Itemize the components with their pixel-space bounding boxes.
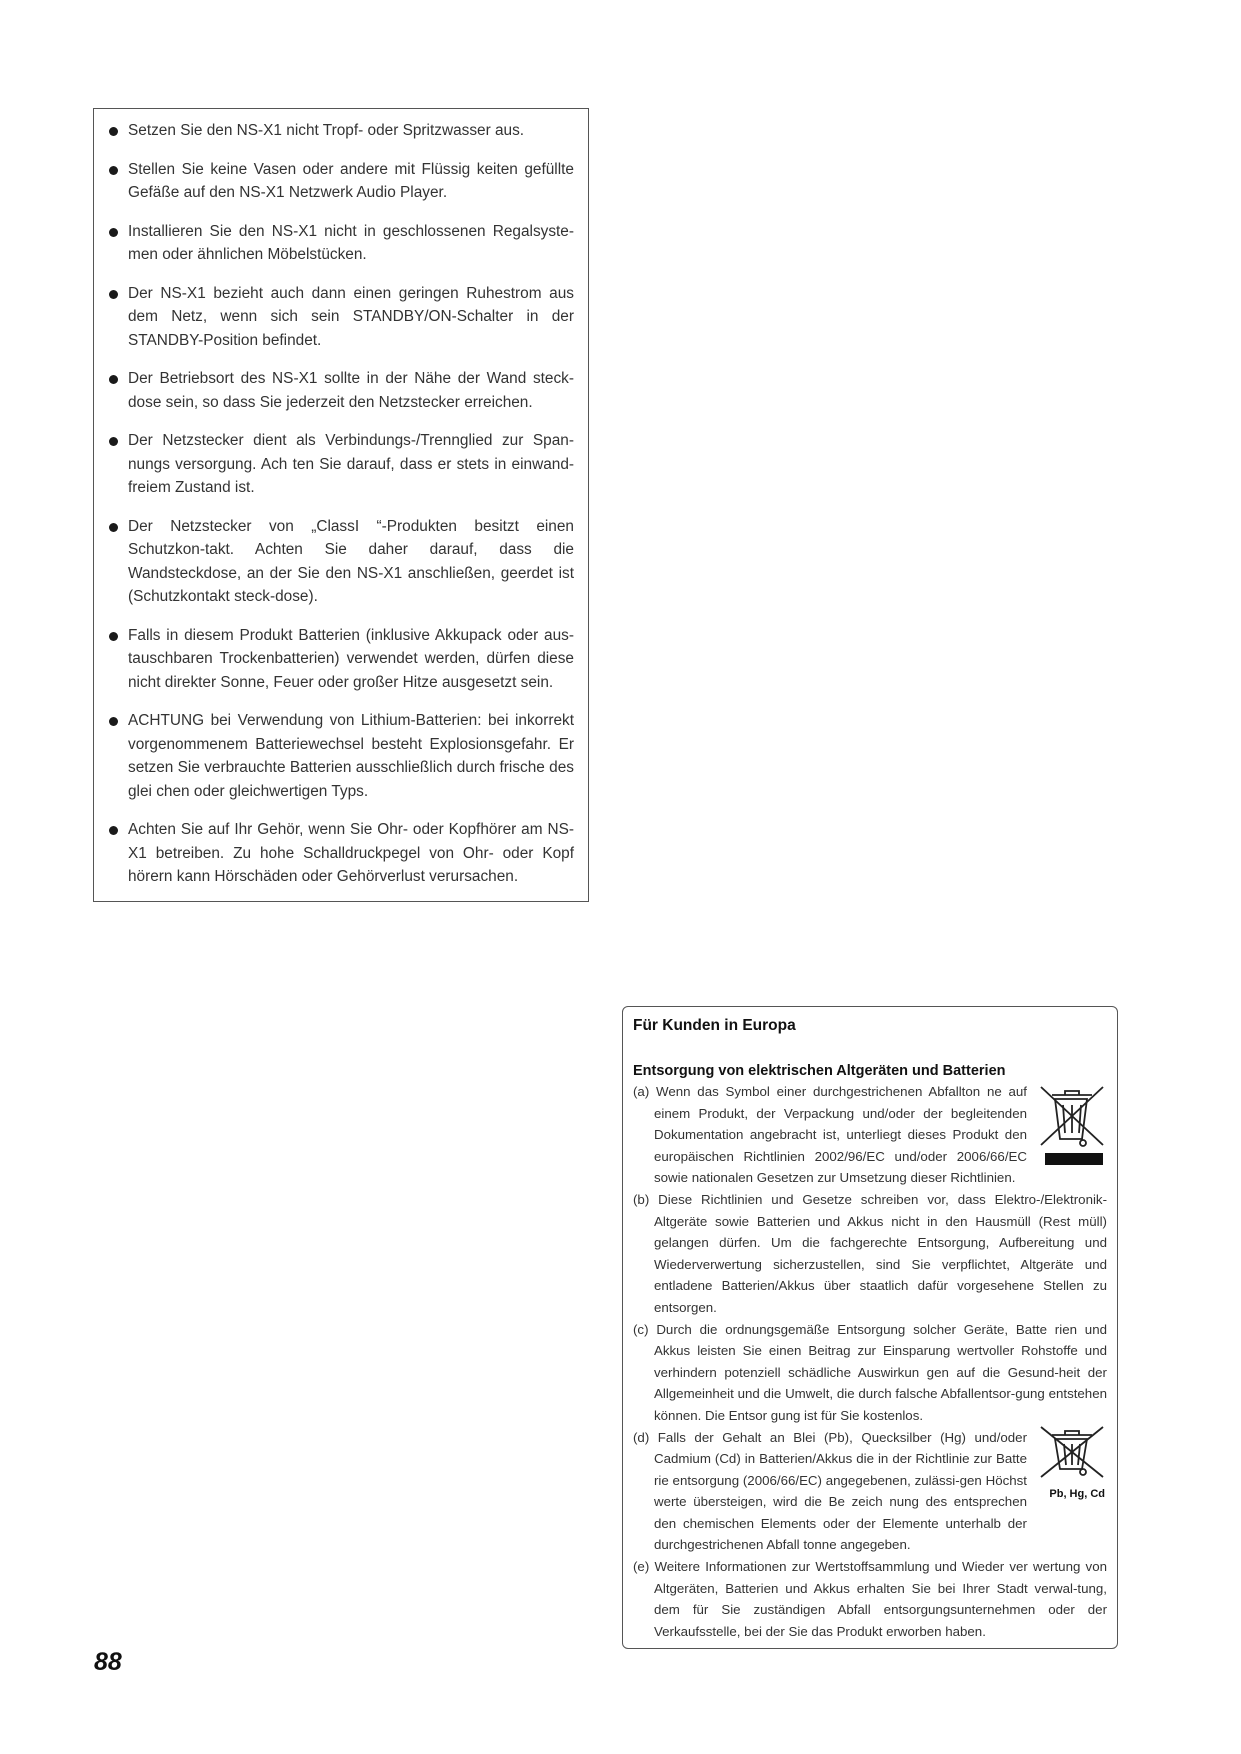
bullet-icon (109, 632, 118, 641)
bullet-icon (109, 166, 118, 175)
bullet-icon (109, 228, 118, 237)
page-number: 88 (94, 1648, 122, 1676)
paragraph-a: (a) Wenn das Symbol einer durchgestrichenen Abfallton ne auf einem Produkt, der Verpackung und/oder der begleitenden Dokumentation angebracht ist, unterliegt dieses Produkt den europäischen Richtlinien 2002/96/EC und/oder 2006/66/EC sowie nationalen Gesetzen zur Umsetzung dieser Richtlinien. (633, 1081, 1107, 1189)
safety-item: Der Betriebsort des NS-X1 sollte in der Nähe der Wand steck-dose sein, so dass Sie jederzeit den Netzstecker erreichen. (108, 367, 574, 414)
bullet-icon (109, 290, 118, 299)
safety-item: Falls in diesem Produkt Batterien (inklusive Akkupack oder aus-tauschbaren Trockenbatterien) verwendet werden, dürfen diese nicht direkter Sonne, Feuer oder großer Hitze ausgesetzt sein. (108, 624, 574, 695)
paragraph-e: (e) Weitere Informationen zur Wertstoffsammlung und Wieder ver wertung von Altgeräten, Batterien und Akkus erhalten Sie bei Ihrer Stadt verwal-tung, dem für Sie zuständigen Abfall entsorgungsunternehmen oder der Verkaufsstelle, bei der Sie das Produkt erworben haben. (633, 1559, 1107, 1639)
paragraph-b: (b) Diese Richtlinien und Gesetze schreiben vor, dass Elektro-/Elektronik-Altgeräte sowie Batterien und Akkus nicht in den Hausmüll (Rest müll) gelangen dürfen. Um die fachgerechte Entsorgung, Aufbereitung und Wiederverwertung sicherzustellen, sind Sie verpflichtet, Altgeräte und entladene Batterien/Akkus über staatlich dafür vorgesehene Stellen zu entsorgen. (633, 1191, 1107, 1315)
crossed-out-battery-bin-icon (1037, 1425, 1107, 1515)
bullet-icon (109, 437, 118, 446)
safety-item: Stellen Sie keine Vasen oder andere mit Flüssig keiten gefüllte Gefäße auf den NS-X1 Netzwerk Audio Player. (108, 158, 574, 205)
eu-box-title: Für Kunden in Europa (633, 1017, 796, 1034)
paragraph-d: (d) Falls der Gehalt an Blei (Pb), Quecksilber (Hg) und/oder Cadmium (Cd) in Batterien/Akkus die in der Richtlinie zur Batte rie entsorgung (2006/66/EC) angegebenen, zulässi-gen Höchst werte übersteigen, wird die Be zeich nung des entsprechen den chemischen Elements oder der Elemente unterhalb der durchgestrichenen Abfall tonne angegeben. Pb, Hg, Cd (633, 1427, 1107, 1557)
crossed-out-wheelie-bin-icon (1037, 1083, 1107, 1171)
safety-item: Setzen Sie den NS-X1 nicht Tropf- oder Spritzwasser aus. (108, 119, 574, 143)
safety-item: Der NS-X1 bezieht auch dann einen geringen Ruhestrom aus dem Netz, wenn sich sein STANDBY/ON-Schalter in der STANDBY-Position befindet. (108, 282, 574, 353)
safety-notice-box (93, 108, 589, 902)
bullet-icon (109, 127, 118, 136)
safety-item: ACHTUNG bei Verwendung von Lithium-Batterien: bei inkorrekt vorgenommenem Batteriewechsel besteht Explosionsgefahr. Er setzen Sie verbrauchte Batterien ausschließlich durch frische des glei chen oder gleichwertigen Typs. (108, 709, 574, 803)
chemical-symbols-label: Pb, Hg, Cd (1049, 1487, 1105, 1500)
paragraph-c: (c) Durch die ordnungsgemäße Entsorgung solcher Geräte, Batte rien und Akkus leisten Sie einen Beitrag zur Einsparung wertvoller Rohstoffe und verhindern potenziell schädliche Auswirkun gen auf die Gesund-heit der Allgemeinheit und die Umwelt, die durch falsche Abfallentsor-gung entstehen können. Die Entsor gung ist für Sie kostenlos. (633, 1321, 1107, 1423)
eu-disposal-box (622, 1006, 1118, 1649)
bullet-icon (109, 717, 118, 726)
safety-item: Installieren Sie den NS-X1 nicht in geschlossenen Regalsyste-men oder ähnlichen Möbelstücken. (108, 220, 574, 267)
eu-box-subtitle: Entsorgung von elektrischen Altgeräten und Batterien (633, 1063, 1006, 1079)
safety-item: Der Netzstecker dient als Verbindungs-/Trennglied zur Span-nungs versorgung. Ach ten Sie darauf, dass er stets in einwand-freiem Zustand ist. (108, 429, 574, 500)
bullet-icon (109, 375, 118, 384)
bullet-icon (109, 826, 118, 835)
safety-item: Der Netzstecker von „ClassI “-Produkten besitzt einen Schutzkon-takt. Achten Sie daher darauf, dass die Wandsteckdose, an der Sie den NS-X1 anschließen, geerdet ist (Schutzkontakt steck-dose). (108, 515, 574, 609)
safety-item: Achten Sie auf Ihr Gehör, wenn Sie Ohr- oder Kopfhörer am NS-X1 betreiben. Zu hohe Schalldruckpegel von Ohr- oder Kopf hörern kann Hörschäden oder Gehörverlust verursachen. (108, 818, 574, 889)
bullet-icon (109, 523, 118, 532)
